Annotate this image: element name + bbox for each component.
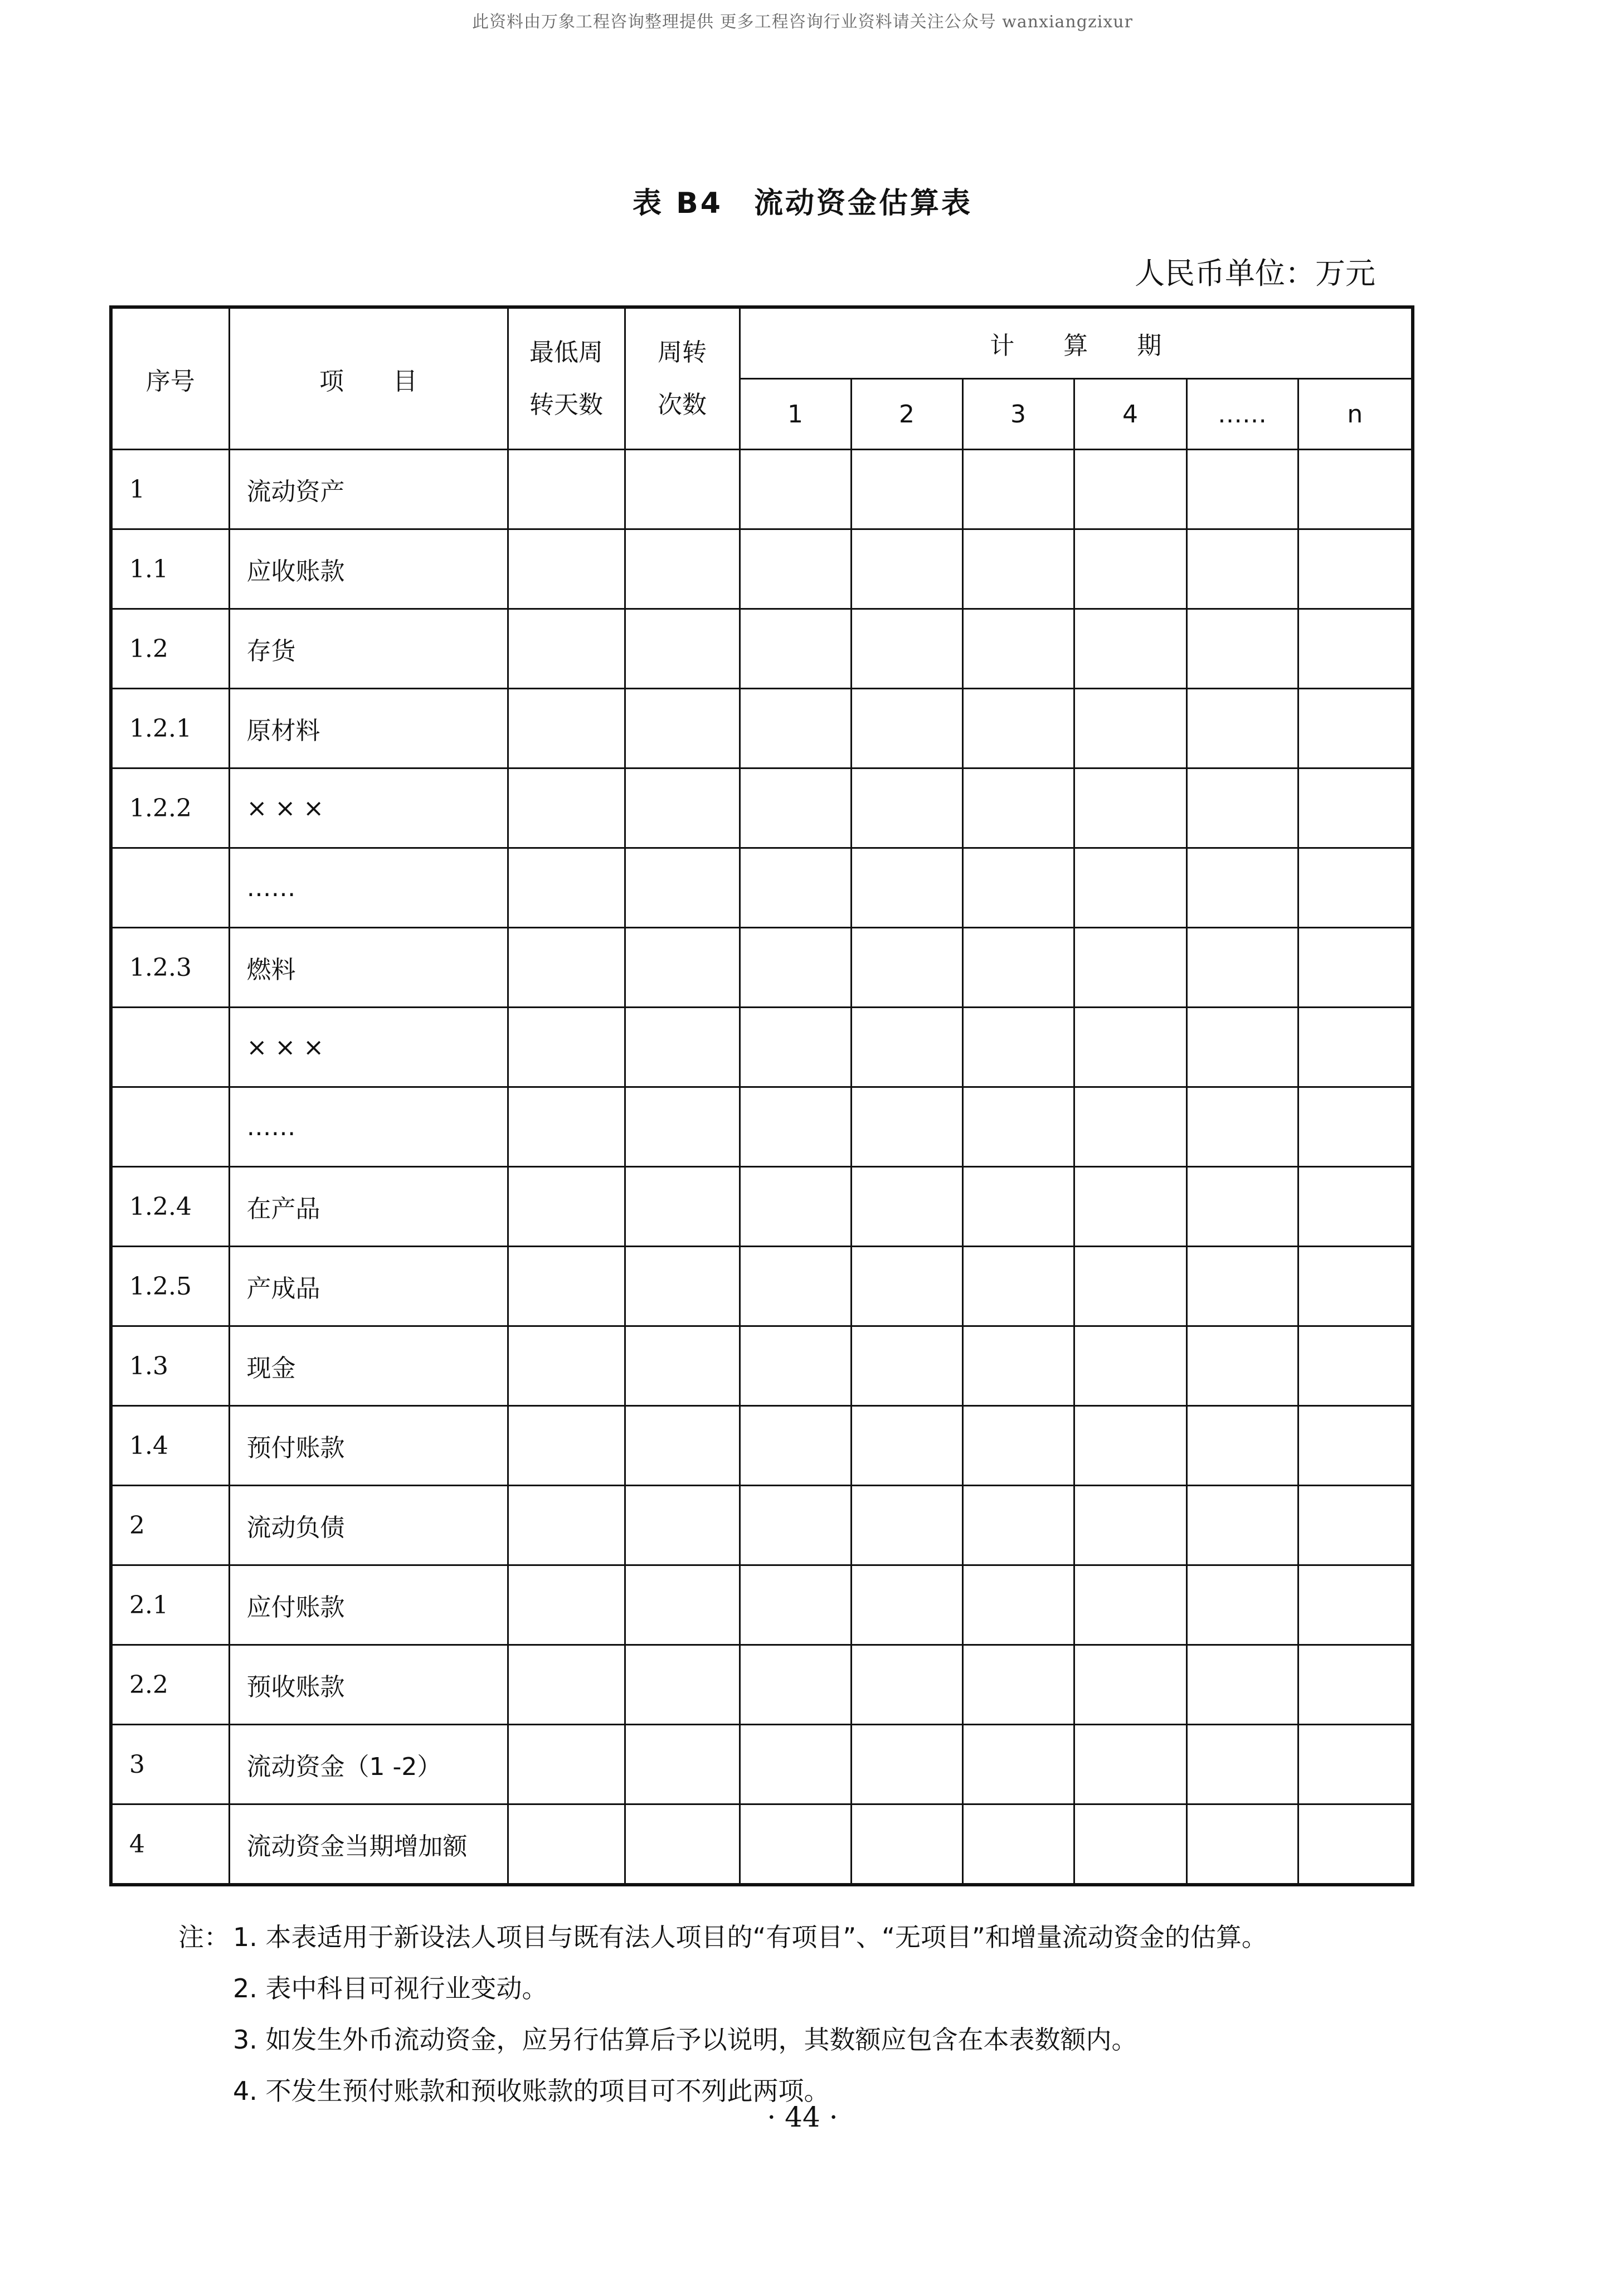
empty-cell [962,848,1074,928]
empty-cell [740,928,851,1008]
table-row [111,689,1413,768]
table-row [111,1326,1413,1406]
empty-cell [1074,1247,1186,1326]
header-period-3: 3 [962,379,1074,450]
empty-cell [1186,1406,1298,1486]
empty-cell [1298,1008,1413,1087]
empty-cell [1186,1725,1298,1804]
empty-cell [1186,1167,1298,1247]
empty-cell [508,928,625,1008]
table-row [111,1565,1413,1645]
note-item [178,2014,1460,2065]
empty-cell [508,1247,625,1326]
empty-cell [508,1008,625,1087]
empty-cell [508,1406,625,1486]
empty-cell [1298,848,1413,928]
row-seq: 2 [111,1486,229,1565]
empty-cell [1298,689,1413,768]
empty-cell [1074,609,1186,689]
row-item: 原材料 [229,689,508,768]
header-min-turnover-days [508,307,625,450]
table-row [111,1725,1413,1804]
row-seq: 1.1 [111,529,229,609]
header-item: 项 目 [229,307,508,450]
row-seq: 1.3 [111,1326,229,1406]
row-seq [111,848,229,928]
empty-cell [1186,1008,1298,1087]
empty-cell [740,1167,851,1247]
row-seq: 1.4 [111,1406,229,1486]
empty-cell [851,1565,962,1645]
empty-cell [625,1486,740,1565]
empty-cell [1186,1087,1298,1167]
empty-cell [1074,1167,1186,1247]
row-item: 流动资产 [229,450,508,529]
row-seq: 2.2 [111,1645,229,1725]
row-seq [111,1008,229,1087]
header-period-6: n [1298,379,1413,450]
empty-cell [962,609,1074,689]
table-row [111,1486,1413,1565]
empty-cell [625,1087,740,1167]
empty-cell [851,1406,962,1486]
table-row [111,1087,1413,1167]
table-row [111,1406,1413,1486]
empty-cell [1186,1645,1298,1725]
empty-cell [1186,529,1298,609]
empty-cell [962,1326,1074,1406]
empty-cell [740,689,851,768]
empty-cell [625,609,740,689]
empty-cell [1298,450,1413,529]
empty-cell [851,1247,962,1326]
empty-cell [851,848,962,928]
empty-cell [740,450,851,529]
row-item: 存货 [229,609,508,689]
row-seq [111,1087,229,1167]
empty-cell [851,609,962,689]
empty-cell [851,689,962,768]
header-min-days-line2: 转天数 [529,390,603,419]
empty-cell [740,1725,851,1804]
empty-cell [851,450,962,529]
note-text: 3. 如发生外币流动资金，应另行估算后予以说明，其数额应包含在本表数额内。 [233,2025,1137,2055]
header-calculation-period: 计 算 期 [740,307,1413,379]
empty-cell [1298,928,1413,1008]
empty-cell [1074,1087,1186,1167]
empty-cell [1186,1565,1298,1645]
row-seq: 1.2.5 [111,1247,229,1326]
row-item: 应付账款 [229,1565,508,1645]
empty-cell [508,1486,625,1565]
empty-cell [1298,1406,1413,1486]
header-turnover-line2: 次数 [658,390,707,419]
page-title: 表 B4 流动资金估算表 [633,187,972,220]
empty-cell [1298,1247,1413,1326]
notes [178,1911,1460,2117]
row-item: 产成品 [229,1247,508,1326]
row-seq: 1.2.3 [111,928,229,1008]
empty-cell [851,1725,962,1804]
empty-cell [1074,768,1186,848]
empty-cell [962,1804,1074,1885]
row-seq: 1.2.4 [111,1167,229,1247]
empty-cell [1298,768,1413,848]
table-row [111,768,1413,848]
table-row [111,848,1413,928]
empty-cell [625,1804,740,1885]
header-period-1: 1 [740,379,851,450]
empty-cell [625,1326,740,1406]
note-lead: 注： [178,1922,230,1952]
empty-cell [740,1247,851,1326]
empty-cell [740,1087,851,1167]
empty-cell [962,928,1074,1008]
row-item: 预收账款 [229,1645,508,1725]
empty-cell [740,1008,851,1087]
empty-cell [740,1804,851,1885]
empty-cell [740,609,851,689]
empty-cell [740,1486,851,1565]
empty-cell [625,1565,740,1645]
empty-cell [851,768,962,848]
empty-cell [740,848,851,928]
empty-cell [625,928,740,1008]
empty-cell [851,529,962,609]
empty-cell [1298,1804,1413,1885]
row-item: 流动资金当期增加额 [229,1804,508,1885]
empty-cell [851,1486,962,1565]
note-lead [178,2014,233,2065]
empty-cell [740,1406,851,1486]
empty-cell [508,609,625,689]
empty-cell [1186,848,1298,928]
empty-cell [851,1087,962,1167]
empty-cell [962,450,1074,529]
empty-cell [962,689,1074,768]
header-period-2: 2 [851,379,962,450]
empty-cell [625,529,740,609]
empty-cell [962,1008,1074,1087]
empty-cell [1298,609,1413,689]
empty-cell [625,848,740,928]
empty-cell [962,529,1074,609]
table-row [111,450,1413,529]
note-lead [178,1963,233,2014]
page-number: · 44 · [767,2101,838,2133]
empty-cell [508,1167,625,1247]
empty-cell [1186,450,1298,529]
empty-cell [851,1326,962,1406]
empty-cell [1074,928,1186,1008]
row-item: × × × [229,1008,508,1087]
table-row [111,1645,1413,1725]
row-seq: 1.2 [111,609,229,689]
note-item [178,1911,1460,1963]
empty-cell [508,689,625,768]
empty-cell [1186,1804,1298,1885]
empty-cell [1074,1008,1186,1087]
empty-cell [962,1486,1074,1565]
row-item: 流动资金（1 -2） [229,1725,508,1804]
table-row [111,529,1413,609]
empty-cell [1074,529,1186,609]
empty-cell [851,1804,962,1885]
empty-cell [508,1645,625,1725]
empty-cell [1298,1725,1413,1804]
empty-cell [962,1167,1074,1247]
empty-cell [1186,768,1298,848]
empty-cell [625,1406,740,1486]
empty-cell [962,1406,1074,1486]
row-seq: 2.1 [111,1565,229,1645]
row-item: 应收账款 [229,529,508,609]
empty-cell [740,768,851,848]
note-text: 2. 表中科目可视行业变动。 [233,1973,548,2003]
empty-cell [508,1087,625,1167]
empty-cell [508,1725,625,1804]
table-row [111,1167,1413,1247]
empty-cell [740,1645,851,1725]
empty-cell [1074,689,1186,768]
empty-cell [1298,1565,1413,1645]
table-row [111,928,1413,1008]
empty-cell [740,529,851,609]
empty-cell [1074,1565,1186,1645]
watermark: 此资料由万象工程咨询整理提供 更多工程咨询行业资料请关注公众号 wanxiangzixur [472,12,1133,32]
row-seq: 1.2.2 [111,768,229,848]
empty-cell [508,1565,625,1645]
empty-cell [1186,1326,1298,1406]
empty-cell [1298,1486,1413,1565]
empty-cell [851,928,962,1008]
empty-cell [1074,450,1186,529]
working-capital-table [109,305,1414,1886]
empty-cell [625,1725,740,1804]
empty-cell [962,1565,1074,1645]
row-seq: 3 [111,1725,229,1804]
empty-cell [1186,1486,1298,1565]
empty-cell [851,1645,962,1725]
empty-cell [851,1008,962,1087]
empty-cell [1298,1645,1413,1725]
empty-cell [508,529,625,609]
row-seq: 1.2.1 [111,689,229,768]
empty-cell [962,1247,1074,1326]
table-row [111,1804,1413,1885]
empty-cell [962,1645,1074,1725]
empty-cell [508,1804,625,1885]
row-item: …… [229,848,508,928]
empty-cell [625,1645,740,1725]
header-period-4: 4 [1074,379,1186,450]
empty-cell [625,1167,740,1247]
empty-cell [1298,1167,1413,1247]
empty-cell [508,768,625,848]
row-item: …… [229,1087,508,1167]
empty-cell [1186,609,1298,689]
currency-unit: 人民币单位：万元 [1135,256,1375,291]
empty-cell [1186,1247,1298,1326]
row-seq: 4 [111,1804,229,1885]
empty-cell [1074,848,1186,928]
empty-cell [1074,1406,1186,1486]
empty-cell [962,1725,1074,1804]
table-row [111,609,1413,689]
empty-cell [1074,1645,1186,1725]
row-item: 在产品 [229,1167,508,1247]
empty-cell [1298,529,1413,609]
empty-cell [962,1087,1074,1167]
empty-cell [962,768,1074,848]
row-seq: 1 [111,450,229,529]
note-text: 4. 不发生预付账款和预收账款的项目可不列此两项。 [233,2076,830,2106]
table-row [111,1008,1413,1087]
empty-cell [508,1326,625,1406]
empty-cell [625,768,740,848]
empty-cell [1186,928,1298,1008]
empty-cell [740,1326,851,1406]
empty-cell [508,450,625,529]
empty-cell [625,1008,740,1087]
header-period-5: …… [1186,379,1298,450]
note-text: 1. 本表适用于新设法人项目与既有法人项目的“有项目”、“无项目”和增量流动资金的估算。 [233,1922,1267,1952]
empty-cell [1074,1326,1186,1406]
header-seq: 序号 [111,307,229,450]
empty-cell [1074,1804,1186,1885]
empty-cell [1074,1486,1186,1565]
empty-cell [1074,1725,1186,1804]
header-min-days-line1: 最低周 [529,338,603,367]
row-item: 流动负债 [229,1486,508,1565]
empty-cell [851,1167,962,1247]
note-item [178,1963,1460,2014]
row-item: 预付账款 [229,1406,508,1486]
empty-cell [1298,1087,1413,1167]
row-item: 现金 [229,1326,508,1406]
empty-cell [740,1565,851,1645]
empty-cell [1186,689,1298,768]
empty-cell [508,848,625,928]
row-item: 燃料 [229,928,508,1008]
header-turnover-line1: 周转 [658,338,707,367]
empty-cell [625,450,740,529]
row-item: × × × [229,768,508,848]
empty-cell [1298,1326,1413,1406]
empty-cell [625,1247,740,1326]
table-row [111,1247,1413,1326]
empty-cell [625,689,740,768]
header-turnover-count [625,307,740,450]
